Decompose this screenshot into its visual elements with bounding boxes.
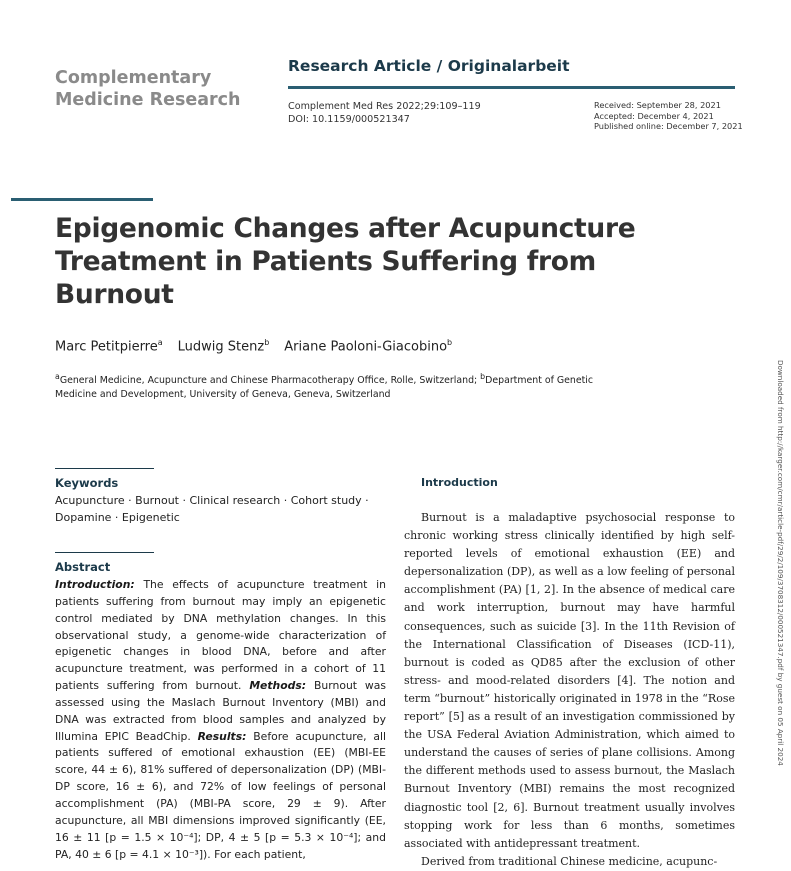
keywords-divider: [55, 468, 154, 469]
author-affil-sup: a: [157, 338, 163, 347]
author-affil-sup: b: [447, 338, 453, 347]
keywords-heading: Keywords: [55, 476, 119, 490]
abstract-heading: Abstract: [55, 560, 111, 574]
citation: [288, 100, 481, 126]
received-date: Received: September 28, 2021: [594, 100, 721, 110]
author-list: [55, 338, 452, 354]
abstract-methods-label: Methods:: [249, 679, 307, 693]
article-title: Epigenomic Changes after Acupuncture Treatment in Patients Suffering from Burnout: [55, 213, 636, 310]
author-name: Ariane Paoloni-Giacobino: [284, 339, 448, 355]
keywords-list: Acupuncture · Burnout · Clinical research · Cohort study · Dopamine · Epigenetic: [55, 494, 369, 524]
affiliation-a: General Medicine, Acupuncture and Chinese Pharmacotherapy Office, Rolle, Switzerland;: [59, 375, 481, 387]
abstract-results-label: Results:: [197, 729, 247, 743]
author-affil-sup: b: [264, 338, 270, 347]
article-dates: [594, 100, 743, 132]
affil-sup: b: [480, 372, 486, 381]
journal-name: [55, 67, 241, 111]
affil-sup: a: [55, 372, 60, 381]
download-side-note: Downloaded from http://karger.com/cmr/article-pdf/29/2/109/3708312/000521347.pdf by guest on 05 April 2024: [776, 360, 785, 766]
affiliations: [55, 370, 635, 402]
citation-doi[interactable]: DOI: 10.1159/000521347: [288, 114, 410, 125]
abstract-body: [55, 577, 386, 863]
author-name: Ludwig Stenz: [177, 339, 265, 355]
author-name: Marc Petitpierre: [55, 339, 158, 355]
introduction-paragraph: Derived from traditional Chinese medicine, acupunc-: [421, 854, 718, 868]
affiliation-b: Department of Genetic Medicine and Development, University of Geneva, Geneva, Switzerland: [55, 375, 594, 401]
introduction-body: [404, 509, 735, 871]
published-date: Published online: December 7, 2021: [594, 121, 743, 132]
abstract-methods-text: Burnout was assessed using the Maslach Burnout Inventory (MBI) and DNA was extracted from blood samples and analyzed by Illumina EPIC BeadChip.: [55, 679, 386, 743]
journal-name-line1: Complementary: [55, 68, 212, 88]
introduction-paragraph: Burnout is a maladaptive psychosocial response to chronic working stress clinically identified by high self-reported levels of emotional exhaustion (EE) and depersonalization (DP), as well as a low feeling of personal accomplishment (PA) [1, 2]. In the absence of medical care and work interruption, burnout may have harmful consequences, such as suicide [3]. In the 11th Revision of the International Classification of Diseases (ICD-11), burnout is coded as QD85 after the exclusion of other stress- and mood-related disorders [4]. The notion and term “burnout” historically originated in 1978 in the “Rose report” [5] as a result of an investigation commissioned by the USA Federal Aviation Administration, which aimed to understand the causes of series of plane collisions. Among the different methods used to assess burnout, the Maslach Burnout Inventory (MBI) remains the most recognized diagnostic tool [2, 6]. Burnout treatment usually involves stopping work for less than 6 months, sometimes associated with antidepressant treatment.: [404, 511, 735, 850]
title-accent-bar: [11, 198, 153, 201]
abstract-divider: [55, 552, 154, 553]
abstract-intro-text: The effects of acupuncture treatment in patients suffering from burnout may imply an epigenetic control mediated by DNA methylation changes. In this observational study, a genome-wide characterization of epigenetic changes in blood DNA, before and after acupuncture treatment, was performed in a cohort of 11 patients suffering from burnout.: [55, 578, 386, 693]
introduction-heading: Introduction: [421, 476, 498, 489]
accepted-date: Accepted: December 4, 2021: [594, 110, 714, 121]
article-type: Research Article / Originalarbeit: [288, 57, 570, 75]
abstract-intro-label: Introduction:: [55, 578, 135, 591]
header-divider: [288, 86, 735, 89]
citation-ref: Complement Med Res 2022;29:109–119: [288, 101, 481, 112]
journal-name-line2: Medicine Research: [55, 90, 241, 110]
abstract-results-text: Before acupuncture, all patients suffered of emotional exhaustion (EE) (MBI-EE score, 44 ± 6), 81% suffered of depersonalization (DP) (MBI-DP score, 16 ± 6), and 72% of low feelings of personal accomplishment (PA) (MBI-PA score, 29 ± 9). After acupuncture, all MBI dimensions improved significantly (EE, 16 ± 11 [p = 1.5 × 10⁻⁴]; DP, 4 ± 5 [p = 5.3 × 10⁻⁴]; and PA, 40 ± 6 [p = 4.1 × 10⁻³]). For each patient,: [55, 729, 386, 861]
